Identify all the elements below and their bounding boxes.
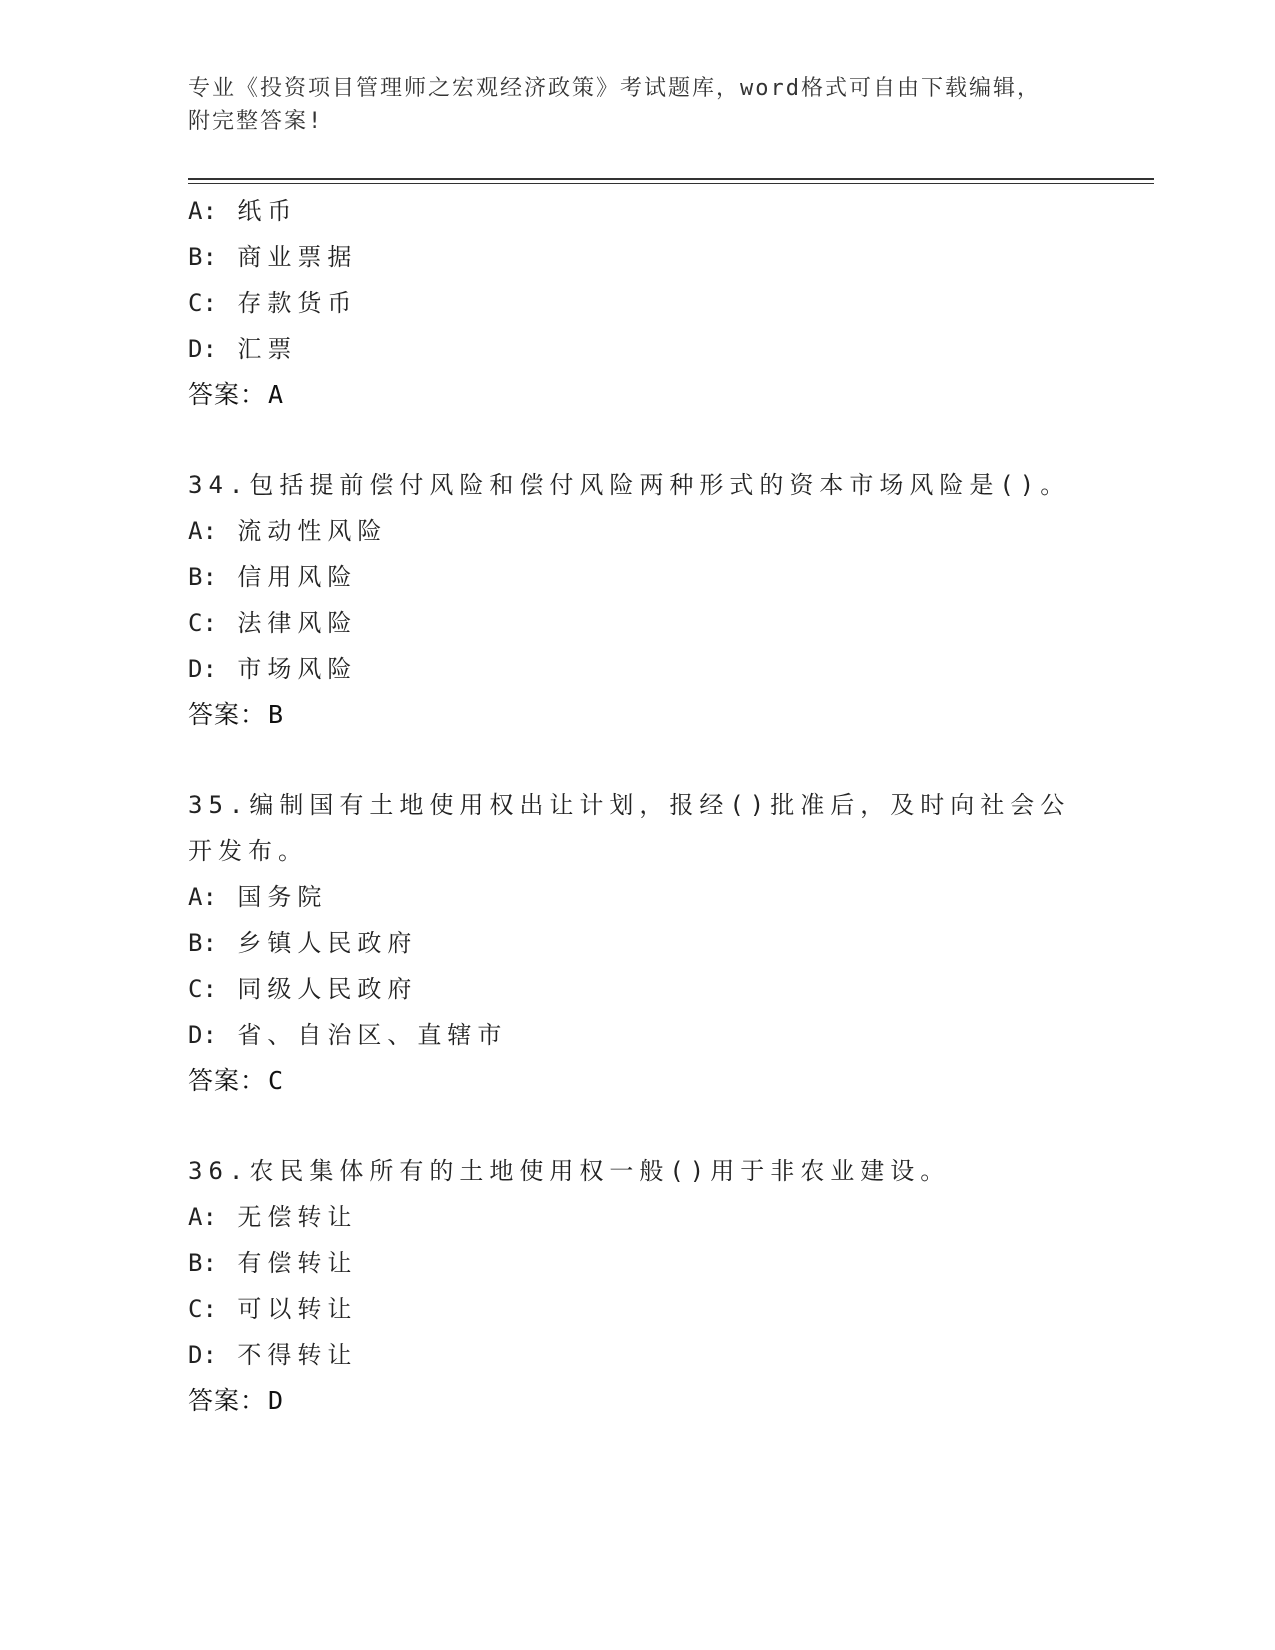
header-divider-top (188, 178, 1154, 180)
answer-line: 答案：D (188, 1386, 285, 1415)
answer-value: B (268, 700, 285, 729)
question-block-34 (188, 462, 1088, 738)
header-line-2: 附完整答案! (188, 109, 324, 134)
question-text: 36.农民集体所有的土地使用权一般()用于非农业建设。 (188, 1157, 951, 1185)
option-b: B: 有偿转让 (188, 1249, 358, 1277)
question-block-33 (188, 188, 1088, 418)
option-d: D: 省、自治区、直辖市 (188, 1021, 508, 1049)
option-b: B: 乡镇人民政府 (188, 929, 418, 957)
option-b: B: 信用风险 (188, 563, 358, 591)
header-line-1: 专业《投资项目管理师之宏观经济政策》考试题库，word格式可自由下载编辑， (188, 76, 1041, 101)
question-text: 35.编制国有土地使用权出让计划，报经()批准后，及时向社会公开发布。 (188, 791, 1071, 865)
option-d: D: 汇票 (188, 335, 298, 363)
answer-line: 答案：A (188, 380, 285, 409)
answer-value: D (268, 1386, 285, 1415)
option-a: A: 纸币 (188, 197, 298, 225)
document-header (188, 72, 1088, 138)
option-d: D: 市场风险 (188, 655, 358, 683)
answer-value: A (268, 380, 285, 409)
option-d: D: 不得转让 (188, 1341, 358, 1369)
question-block-36 (188, 1148, 1088, 1424)
option-c: C: 法律风险 (188, 609, 358, 637)
option-a: A: 国务院 (188, 883, 328, 911)
question-block-35 (188, 782, 1088, 1104)
option-b: B: 商业票据 (188, 243, 358, 271)
option-c: C: 可以转让 (188, 1295, 358, 1323)
answer-line: 答案：C (188, 1066, 285, 1095)
answer-value: C (268, 1066, 285, 1095)
option-c: C: 同级人民政府 (188, 975, 418, 1003)
question-list (188, 188, 1088, 1468)
option-c: C: 存款货币 (188, 289, 358, 317)
header-divider-bottom (188, 183, 1154, 184)
question-text: 34.包括提前偿付风险和偿付风险两种形式的资本市场风险是()。 (188, 471, 1071, 499)
answer-line: 答案：B (188, 700, 285, 729)
option-a: A: 无偿转让 (188, 1203, 358, 1231)
option-a: A: 流动性风险 (188, 517, 388, 545)
